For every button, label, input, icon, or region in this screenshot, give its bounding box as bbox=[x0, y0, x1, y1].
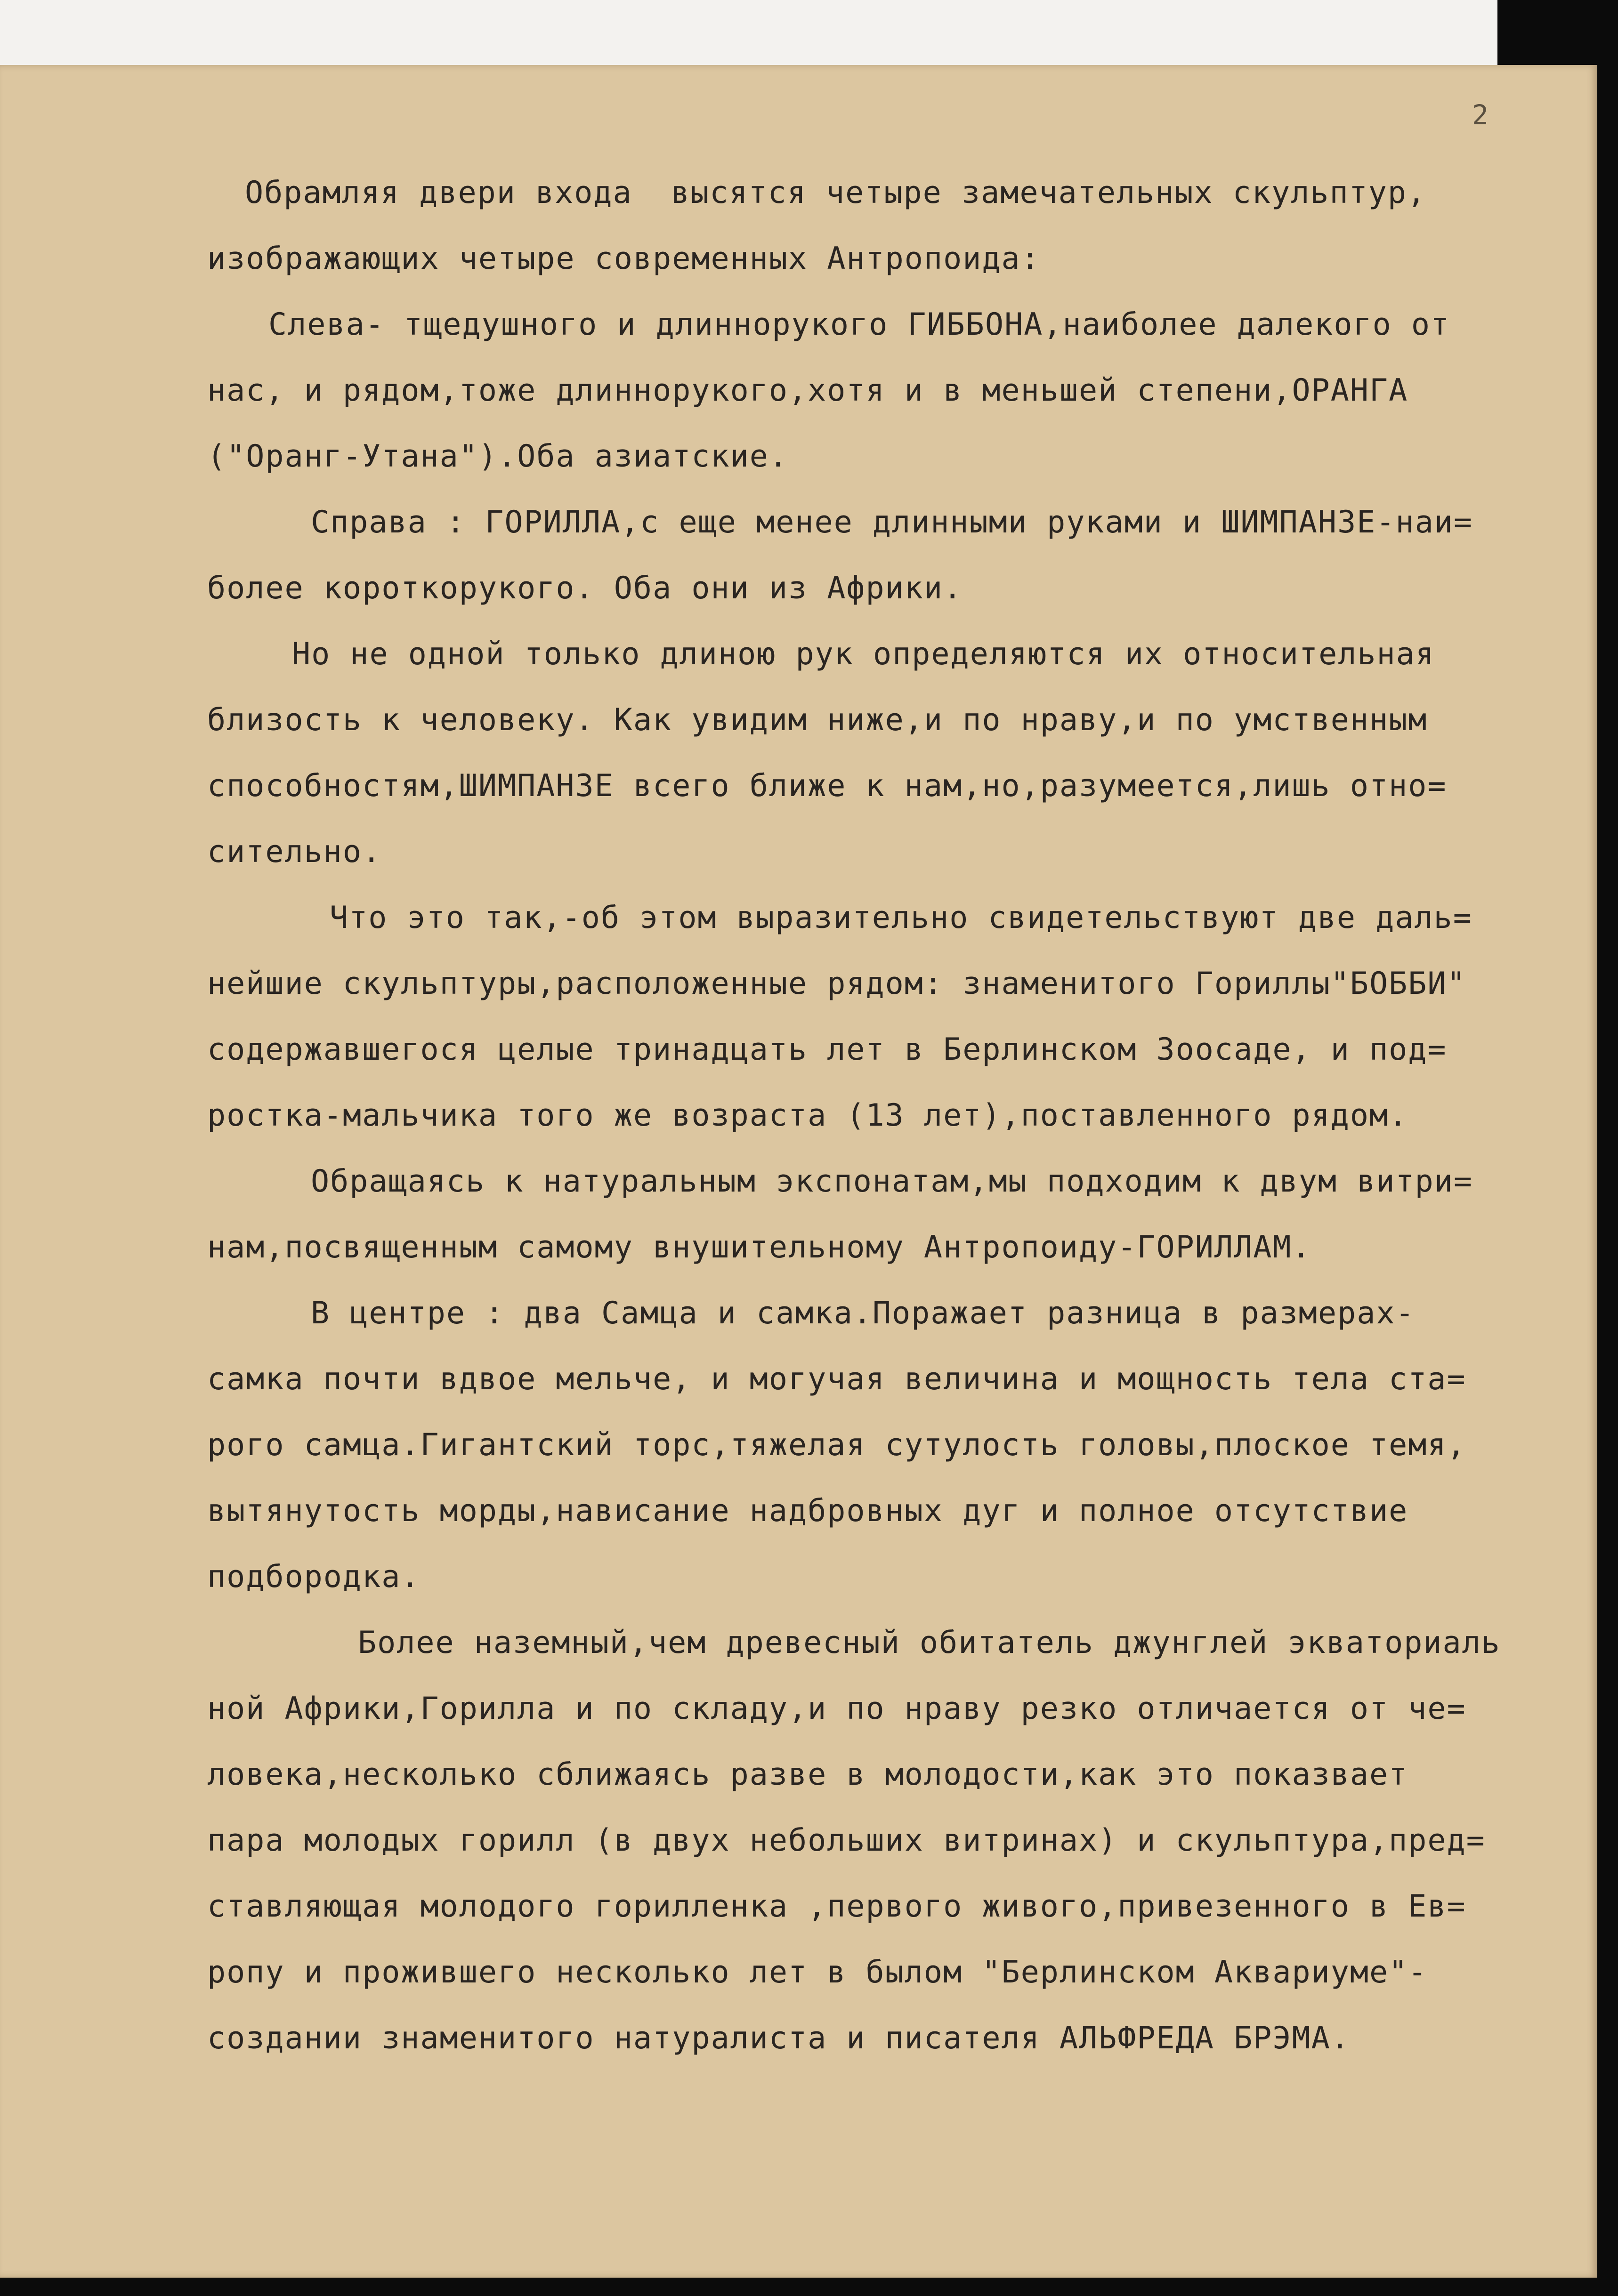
text-line: сительно. bbox=[207, 834, 382, 870]
text-line: Справа : ГОРИЛЛА,с еще менее длинными руками и ШИМПАНЗЕ-наи= bbox=[311, 505, 1473, 540]
text-line: Что это так,-об этом выразительно свидетельствуют две даль= bbox=[330, 900, 1472, 935]
text-line: ловека,несколько сближаясь разве в молодости,как это показвает bbox=[207, 1757, 1408, 1792]
text-line: рого самца.Гигантский торс,тяжелая сутулость головы,плоское темя, bbox=[207, 1427, 1466, 1463]
text-line: Обращаясь к натуральным экспонатам,мы подходим к двум витри= bbox=[311, 1164, 1473, 1199]
text-line: ной Африки,Горилла и по складу,и по нраву резко отличается от че= bbox=[207, 1691, 1466, 1726]
text-line: создании знаменитого натуралиста и писателя АЛЬФРЕДА БРЭМА. bbox=[207, 2021, 1350, 2056]
text-line: изображающих четыре современных Антропоида: bbox=[207, 241, 1040, 276]
text-line: подбородка. bbox=[207, 1559, 421, 1595]
text-line: ("Оранг-Утана").Оба азиатские. bbox=[207, 439, 788, 474]
page-number: 2 bbox=[1472, 99, 1489, 131]
text-line: Слева- тщедушного и длиннорукого ГИББОНА,наиболее далекого от bbox=[268, 307, 1450, 342]
body-text bbox=[207, 160, 1596, 2071]
text-line: более короткорукого. Оба они из Африки. bbox=[207, 571, 963, 606]
text-line: содержавшегося целые тринадцать лет в Берлинском Зоосаде, и под= bbox=[207, 1032, 1447, 1067]
text-line: В центре : два Самца и самка.Поражает разница в размерах- bbox=[311, 1296, 1415, 1331]
text-line: вытянутость морды,нависание надбровных дуг и полное отсутствие bbox=[207, 1493, 1408, 1529]
text-line: Но не одной только длиною рук определяются их относительная bbox=[292, 636, 1435, 672]
text-line: нам,посвященным самому внушительному Антропоиду-ГОРИЛЛАМ. bbox=[207, 1230, 1311, 1265]
underlying-white-sheet bbox=[0, 0, 1497, 65]
text-line: Обрамляя двери входа высятся четыре замечательных скульптур, bbox=[245, 175, 1427, 210]
text-line: ростка-мальчика того же возраста (13 лет),поставленного рядом. bbox=[207, 1098, 1408, 1133]
text-line: способностям,ШИМПАНЗЕ всего ближе к нам,но,разумеется,лишь отно= bbox=[207, 768, 1447, 804]
text-line: нас, и рядом,тоже длиннорукого,хотя и в меньшей степени,ОРАНГА bbox=[207, 373, 1408, 408]
text-line: самка почти вдвое мельче, и могучая величина и мощность тела ста= bbox=[207, 1361, 1466, 1397]
text-line: нейшие скульптуры,расположенные рядом: знаменитого Гориллы"БОББИ" bbox=[207, 966, 1466, 1001]
text-line: ропу и прожившего несколько лет в былом "Берлинском Аквариуме"- bbox=[207, 1955, 1428, 1990]
text-line: Более наземный,чем древесный обитатель джунглей экваториаль bbox=[358, 1625, 1501, 1660]
text-line: ставляющая молодого горилленка ,первого живого,привезенного в Ев= bbox=[207, 1889, 1466, 1924]
text-line: близость к человеку. Как увидим ниже,и по нраву,и по умственным bbox=[207, 702, 1428, 738]
text-line: пара молодых горилл (в двух небольших витринах) и скульптура,пред= bbox=[207, 1823, 1486, 1858]
